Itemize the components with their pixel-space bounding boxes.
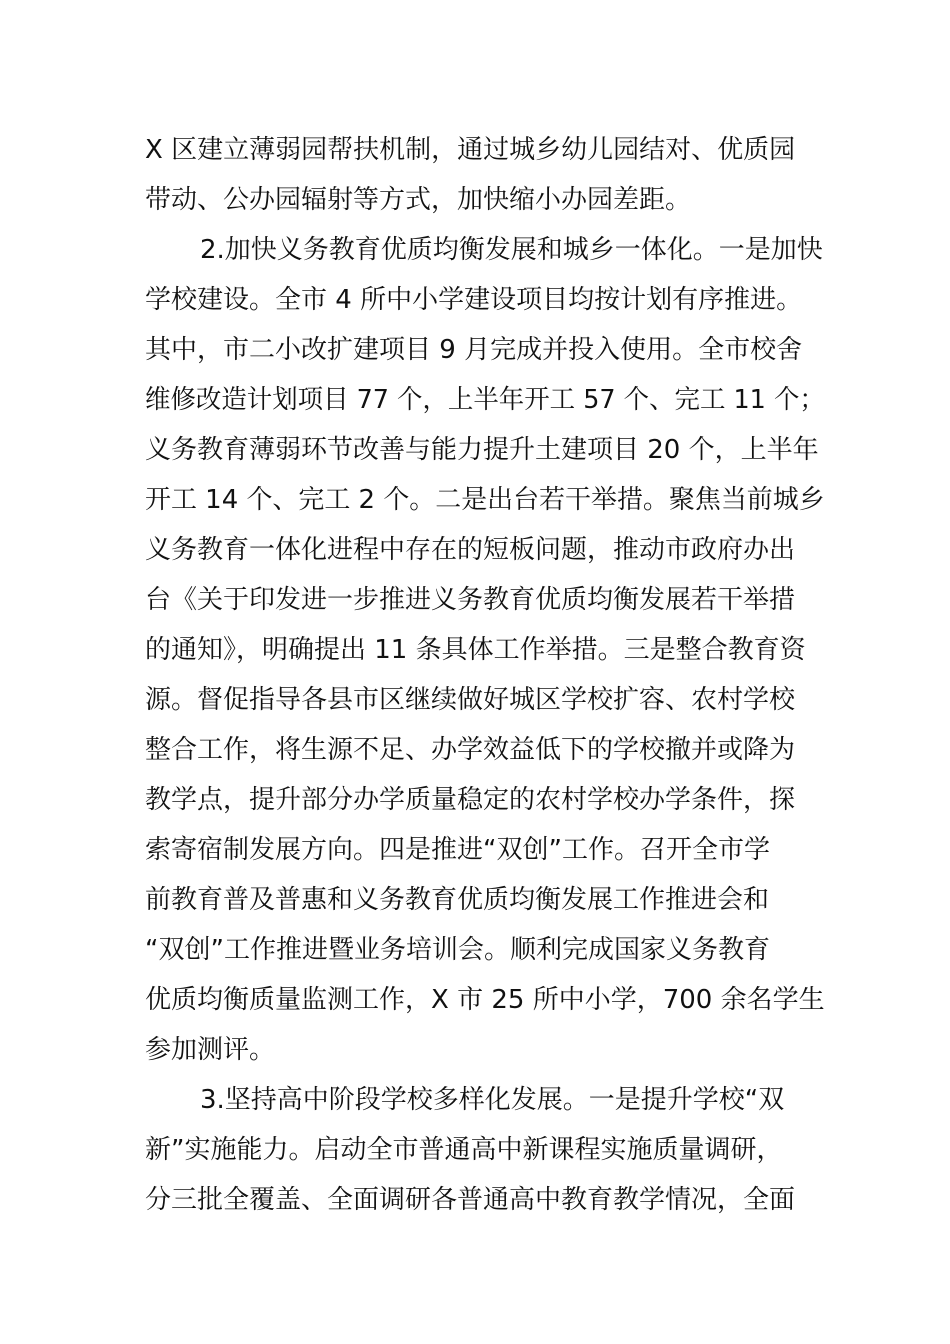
text-line: 开工 14 个、完工 2 个。二是出台若干举措。聚焦当前城乡 bbox=[145, 485, 825, 515]
paragraph-start-line: 2.加快义务教育优质均衡发展和城乡一体化。一是加快 bbox=[200, 235, 823, 265]
text-line: 义务教育一体化进程中存在的短板问题，推动市政府办出 bbox=[145, 535, 796, 565]
text-line: 索寄宿制发展方向。四是推进“双创”工作。召开全市学 bbox=[145, 835, 770, 865]
text-line: 教学点，提升部分办学质量稳定的农村学校办学条件，探 bbox=[145, 785, 796, 815]
text-line: “双创”工作推进暨业务培训会。顺利完成国家义务教育 bbox=[145, 935, 770, 965]
text-line: 优质均衡质量监测工作，X 市 25 所中小学，700 余名学生 bbox=[145, 985, 825, 1015]
text-line: 分三批全覆盖、全面调研各普通高中教育教学情况，全面 bbox=[145, 1185, 796, 1215]
text-line: 义务教育薄弱环节改善与能力提升土建项目 20 个，上半年 bbox=[145, 435, 819, 465]
text-line: 学校建设。全市 4 所中小学建设项目均按计划有序推进。 bbox=[145, 285, 803, 315]
text-line: 带动、公办园辐射等方式，加快缩小办园差距。 bbox=[145, 185, 692, 215]
text-line: 源。督促指导各县市区继续做好城区学校扩容、农村学校 bbox=[145, 685, 796, 715]
text-line: 整合工作，将生源不足、办学效益低下的学校撤并或降为 bbox=[145, 735, 796, 765]
text-line: 的通知》，明确提出 11 条具体工作举措。三是整合教育资 bbox=[145, 635, 806, 665]
text-line: X 区建立薄弱园帮扶机制，通过城乡幼儿园结对、优质园 bbox=[145, 135, 796, 165]
text-line: 台《关于印发进一步推进义务教育优质均衡发展若干举措 bbox=[145, 585, 796, 615]
text-line: 其中，市二小改扩建项目 9 月完成并投入使用。全市校舍 bbox=[145, 335, 803, 365]
text-line: 前教育普及普惠和义务教育优质均衡发展工作推进会和 bbox=[145, 885, 770, 915]
text-line: 参加测评。 bbox=[145, 1035, 276, 1065]
text-line: 维修改造计划项目 77 个，上半年开工 57 个、完工 11 个； bbox=[145, 385, 825, 415]
text-line: 新”实施能力。启动全市普通高中新课程实施质量调研， bbox=[145, 1135, 783, 1165]
paragraph-start-line: 3.坚持高中阶段学校多样化发展。一是提升学校“双 bbox=[200, 1085, 785, 1115]
